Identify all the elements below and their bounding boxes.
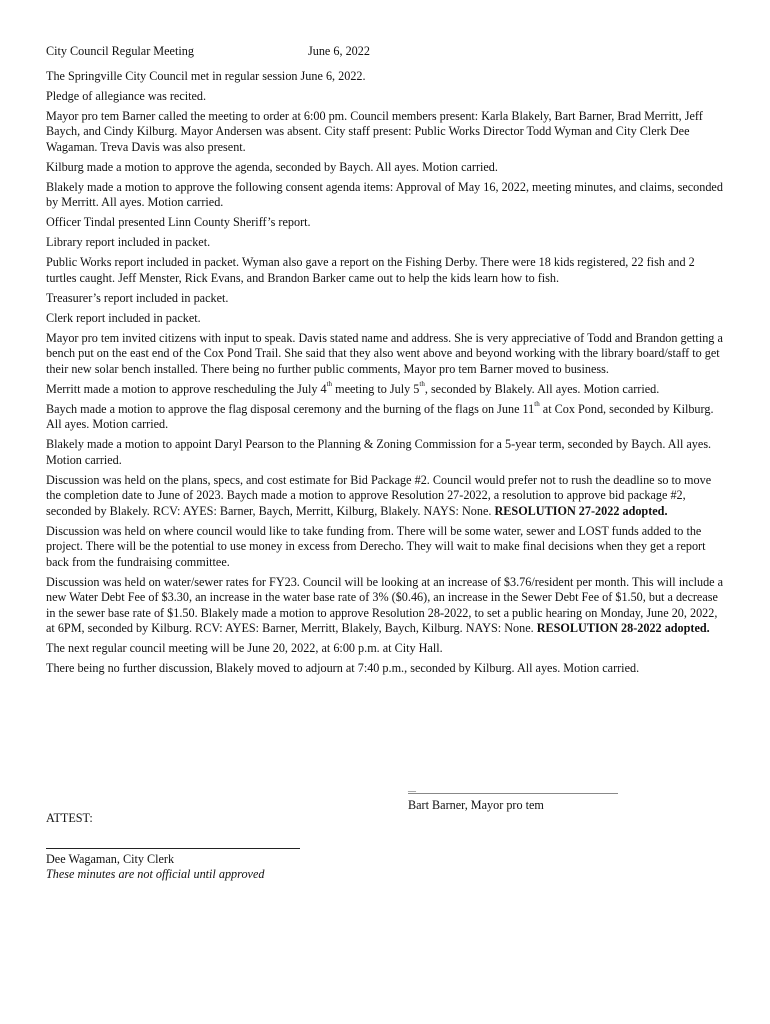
clerk-signature-line [46, 838, 300, 849]
approval-disclaimer: These minutes are not official until approved [46, 867, 265, 881]
paragraph-pledge: Pledge of allegiance was recited. [46, 88, 207, 103]
clerk-signature-block [46, 838, 300, 882]
paragraph-flag-ceremony [46, 402, 726, 433]
paragraph-water-sewer-rates [46, 575, 726, 637]
flag-text-b: at Cox Pond, seconded by Kilburg. All ayes. Motion carried. [46, 401, 714, 431]
paragraph-session: The Springville City Council met in regular session June 6, 2022. [46, 68, 366, 83]
paragraph-public-works-report: Public Works report included in packet. Wyman also gave a report on the Fishing Derby. There were 18 kids registered, 22 fish and 2 turtles caught. Jeff Menster, Rick Evans, and Brandon Barker came out to help the kids learn how to fish. [46, 255, 695, 285]
paragraph-bid-package [46, 473, 726, 520]
paragraph-zoning-appointment: Blakely made a motion to appoint Daryl Pearson to the Planning & Zoning Commission for a 5-year term, seconded by Baych. All ayes. Motion carried. [46, 437, 712, 467]
flag-text-a: Baych made a motion to approve the flag disposal ceremony and the burning of the flags on June 11 [46, 401, 535, 416]
ordinal-suffix: th [419, 380, 425, 389]
signature-dash: __ [408, 784, 416, 793]
rates-text: Discussion was held on water/sewer rates for FY23. Council will be looking at an increase of $3.76/resident per month. This will include a new Water Debt Fee of $3.30, an increase in the water base rate of 3% ($0.46), an increase in the Sewer Debt Fee of $1.50, but a decrease in the sewer base rate of $1.50. Blakely made a motion to approve Resolution 28-2022, to set a public hearing on Monday, June 20, 2022, at 6PM, seconded by Kilburg. RCV: AYES: Barner, Merritt, Blakely, Baych, Kilburg. NAYS: None. [46, 574, 724, 635]
reschedule-text-b: meeting to July 5 [332, 381, 420, 396]
reschedule-text-c: , seconded by Blakely. All ayes. Motion carried. [424, 381, 660, 396]
paragraph-funding-discussion: Discussion was held on where council would like to take funding from. There will be some water, sewer and LOST funds added to the project. There will be the potential to use money in excess from Derecho. They will wait to make final decisions when they get a report back from the fundraising committee. [46, 523, 706, 569]
ordinal-suffix: th [534, 400, 540, 409]
resolution-27-adopted: RESOLUTION 27-2022 adopted. [494, 503, 668, 518]
paragraph-clerk-report: Clerk report included in packet. [46, 310, 201, 325]
meeting-date: June 6, 2022 [308, 44, 370, 58]
ordinal-suffix: th [326, 380, 333, 389]
mayor-signature-line [408, 784, 618, 794]
mayor-name: Bart Barner, Mayor pro tem [408, 798, 544, 812]
paragraph-treasurer-report: Treasurer’s report included in packet. [46, 290, 229, 305]
document-header [46, 44, 726, 60]
paragraph-consent-agenda: Blakely made a motion to approve the following consent agenda items: Approval of May 16, 2022, meeting minutes, and claims, seconded by Merritt. All ayes. Motion carried. [46, 179, 723, 209]
paragraph-sheriff-report: Officer Tindal presented Linn County Sheriff’s report. [46, 215, 311, 229]
paragraph-next-meeting: The next regular council meeting will be June 20, 2022, at 6:00 p.m. at City Hall. [46, 641, 443, 655]
meeting-title: City Council Regular Meeting [46, 44, 194, 58]
resolution-28-adopted: RESOLUTION 28-2022 adopted. [536, 621, 710, 635]
paragraph-library-report: Library report included in packet. [46, 235, 211, 249]
reschedule-text-a: Merritt made a motion to approve rescheduling the July 4 [46, 381, 327, 396]
paragraph-agenda-motion: Kilburg made a motion to approve the agenda, seconded by Baych. All ayes. Motion carried. [46, 159, 498, 174]
clerk-name: Dee Wagaman, City Clerk [46, 852, 175, 866]
paragraph-call-to-order: Mayor pro tem Barner called the meeting to order at 6:00 pm. Council members present: Karla Blakely, Bart Barner, Brad Merritt, Jeff Baych, and Cindy Kilburg. Mayor Andersen was absent. City staff present: Public Works Director Todd Wyman and City Clerk Dee Wagaman. Treva Davis was also present. [46, 108, 703, 154]
minutes-document [46, 44, 726, 681]
attest-label: ATTEST: [46, 811, 93, 825]
paragraph-reschedule-motion [46, 382, 726, 398]
mayor-signature-block [408, 784, 618, 813]
paragraph-adjourn: There being no further discussion, Blakely moved to adjourn at 7:40 p.m., seconded by Kilburg. All ayes. Motion carried. [46, 661, 640, 675]
paragraph-public-comments: Mayor pro tem invited citizens with input to speak. Davis stated name and address. She is very appreciative of Todd and Brandon getting a bench put on the east end of the Cox Pond Trail. She said that they also went above and beyond working with the library board/staff to get their new solar bench installed. There being no further public comments, Mayor pro tem Barner moved to business. [46, 330, 723, 376]
bid-package-text: Discussion was held on the plans, specs, and cost estimate for Bid Package #2. Council would prefer not to rush the deadline so to move the completion date to June of 2023. Baych made a motion to approve Resolution 27-2022, a resolution to approve bid package #2, seconded by Blakely. RCV: AYES: Barner, Baych, Merritt, Kilburg, Blakely. NAYS: None. [46, 472, 712, 518]
